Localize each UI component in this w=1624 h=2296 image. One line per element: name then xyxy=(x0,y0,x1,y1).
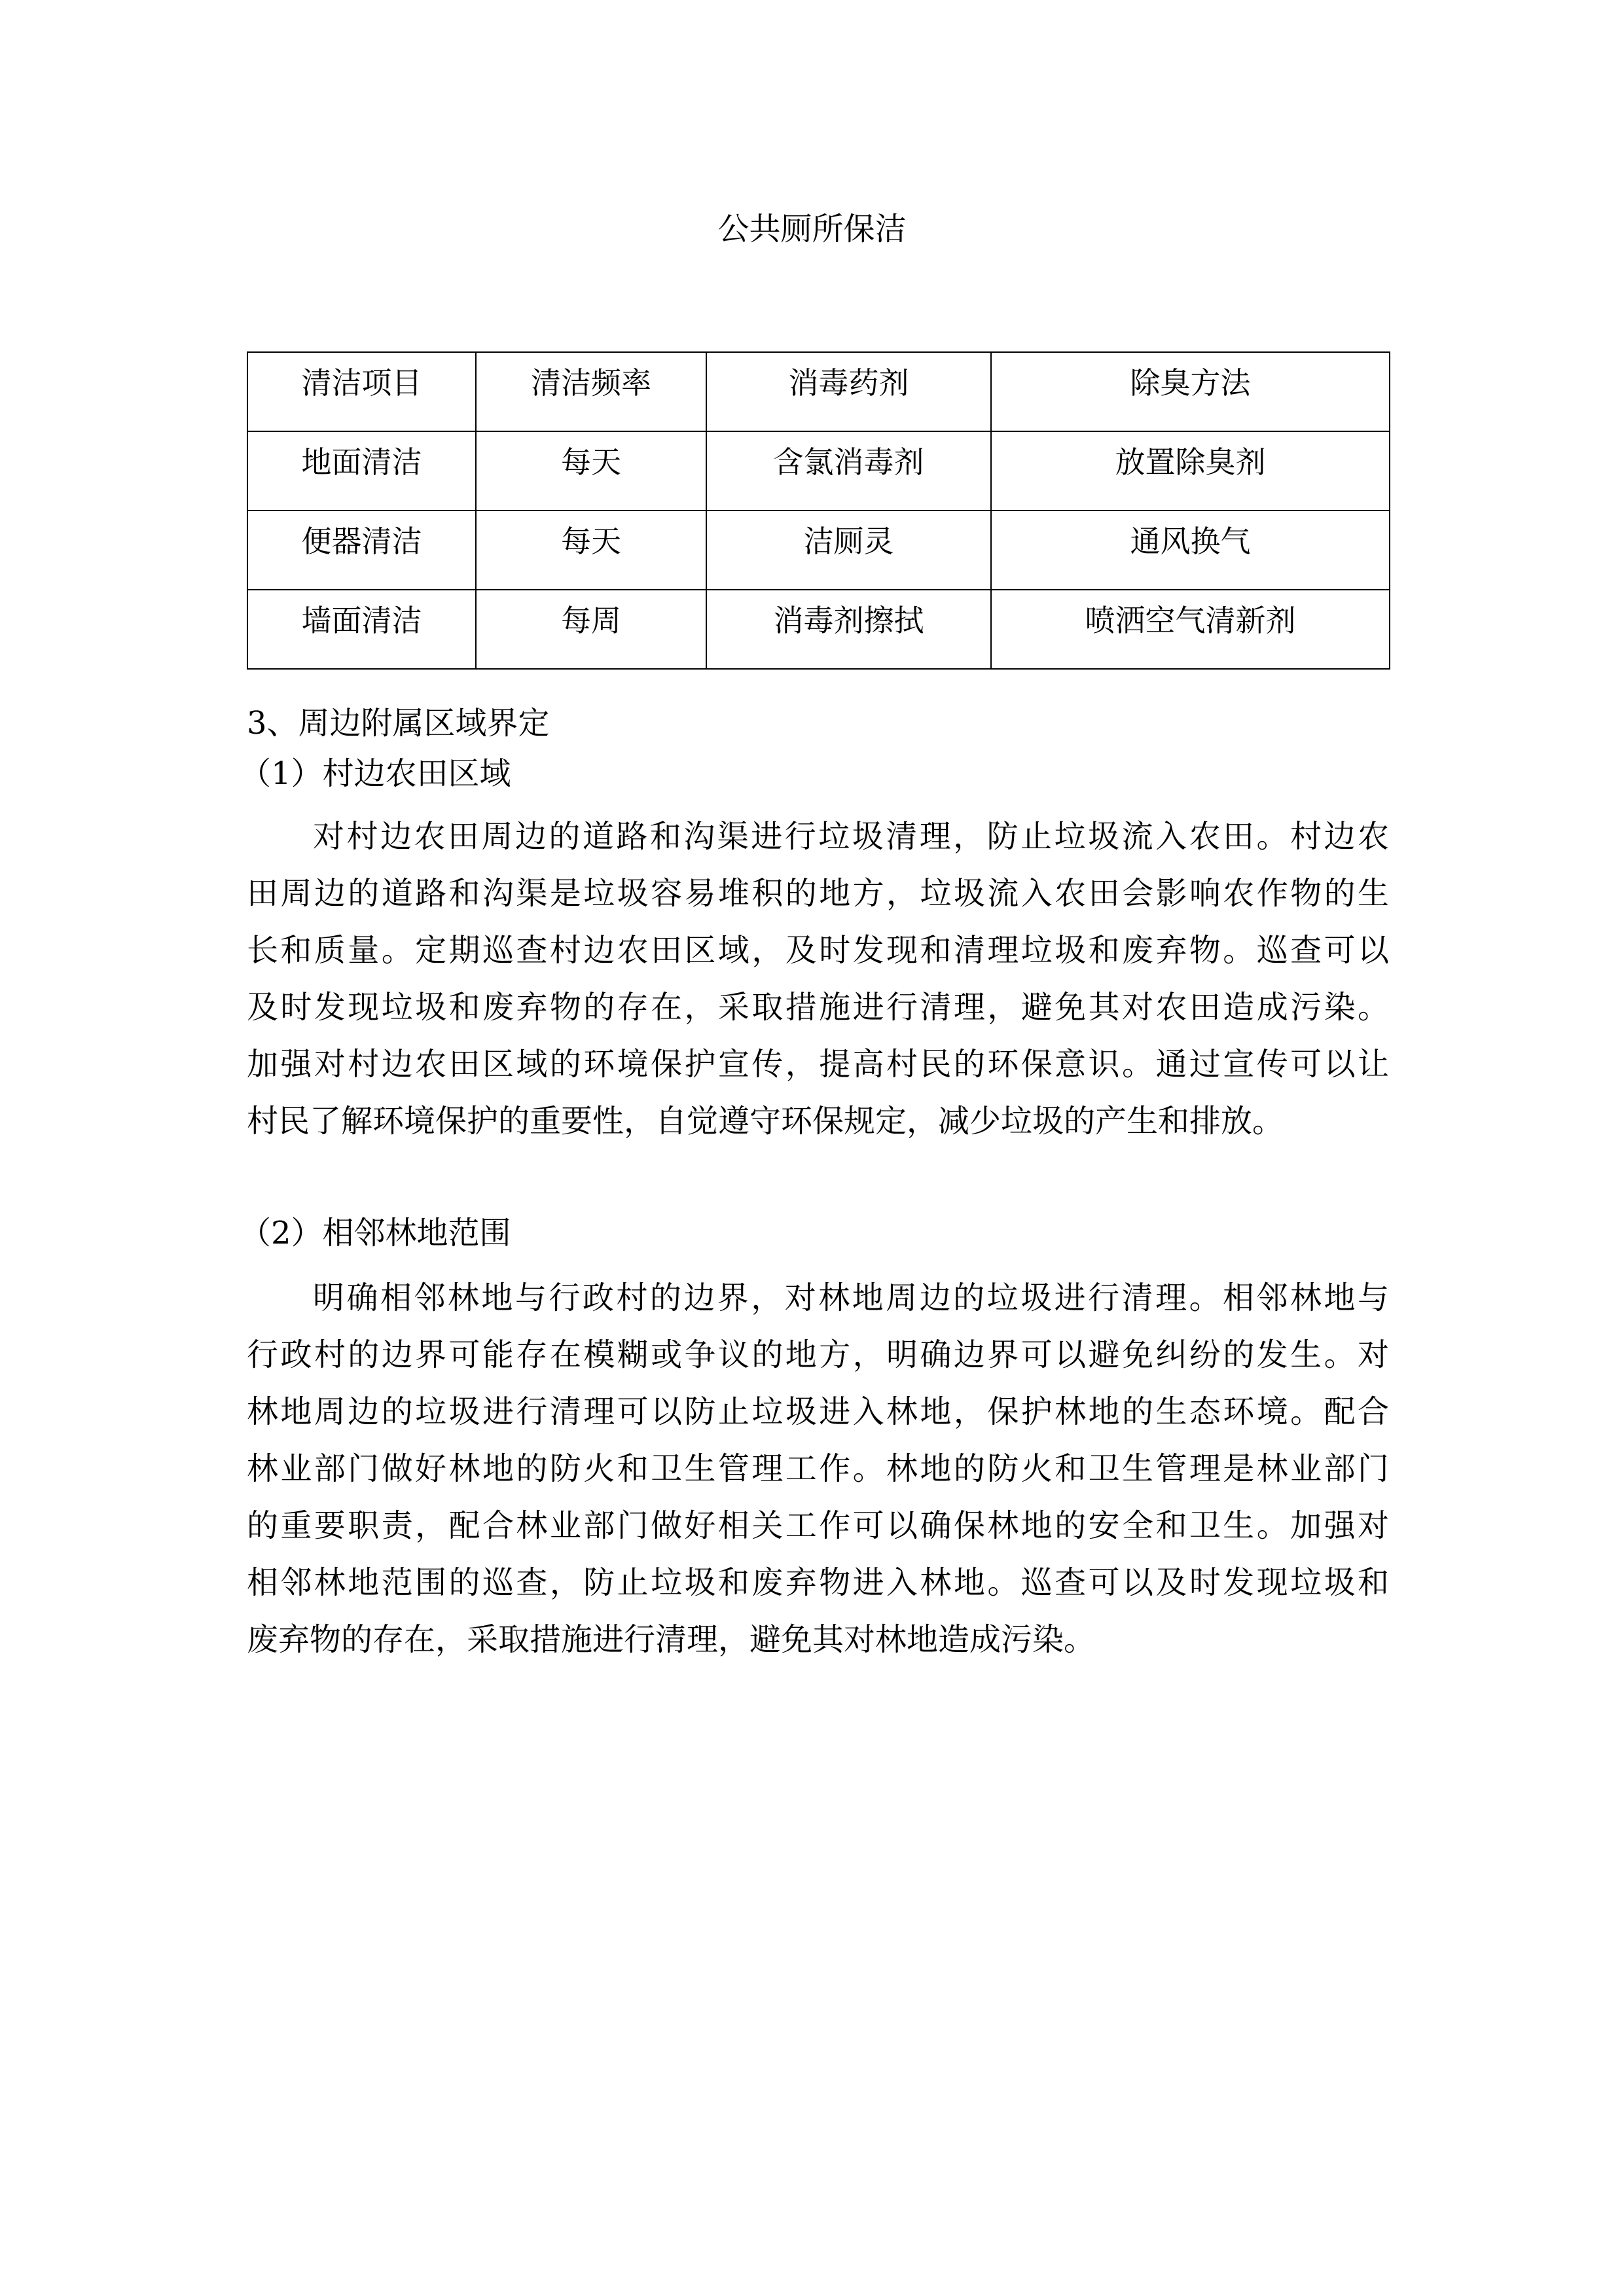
table-cell: 每周 xyxy=(476,590,706,669)
paragraph-line: 对村边农田周边的道路和沟渠进行垃圾清理，防止垃圾流入农田。村边农 xyxy=(313,818,1389,855)
table-cell: 喷洒空气清新剂 xyxy=(991,590,1390,669)
table-cell: 通风换气 xyxy=(991,511,1390,590)
table-cell: 消毒剂擦拭 xyxy=(706,590,991,669)
paragraph-line: 田周边的道路和沟渠是垃圾容易堆积的地方，垃圾流入农田会影响农作物的生 xyxy=(247,875,1389,912)
subsection-heading-1: （1）村边农田区域 xyxy=(240,755,511,792)
cleaning-table xyxy=(247,351,1390,670)
table-cell: 墙面清洁 xyxy=(247,590,476,669)
table-header-cell: 消毒药剂 xyxy=(706,352,991,431)
table-row xyxy=(247,431,1390,511)
table-cell: 地面清洁 xyxy=(247,431,476,511)
paragraph-line: 及时发现垃圾和废弃物的存在，采取措施进行清理，避免其对农田造成污染。 xyxy=(247,989,1389,1026)
table-row xyxy=(247,511,1390,590)
table-cell: 洁厕灵 xyxy=(706,511,991,590)
paragraph-line: 明确相邻林地与行政村的边界，对林地周边的垃圾进行清理。相邻林地与 xyxy=(313,1280,1389,1316)
table-header-cell: 清洁频率 xyxy=(476,352,706,431)
paragraph-line: 相邻林地范围的巡查，防止垃圾和废弃物进入林地。巡查可以及时发现垃圾和 xyxy=(247,1564,1389,1601)
paragraph-line: 加强对村边农田区域的环境保护宣传，提高村民的环保意识。通过宣传可以让 xyxy=(247,1046,1389,1083)
table-cell: 便器清洁 xyxy=(247,511,476,590)
paragraph-line: 林地周边的垃圾进行清理可以防止垃圾进入林地，保护林地的生态环境。配合 xyxy=(247,1393,1389,1430)
table-header-row xyxy=(247,352,1390,431)
document-title: 公共厕所保洁 xyxy=(717,211,907,247)
subsection-heading-2: （2）相邻林地范围 xyxy=(240,1215,511,1251)
paragraph-line: 长和质量。定期巡查村边农田区域，及时发现和清理垃圾和废弃物。巡查可以 xyxy=(247,932,1389,969)
table-cell: 每天 xyxy=(476,511,706,590)
section-heading: 3、周边附属区域界定 xyxy=(247,705,550,742)
table-row xyxy=(247,590,1390,669)
table-cell: 含氯消毒剂 xyxy=(706,431,991,511)
paragraph-line: 废弃物的存在，采取措施进行清理，避免其对林地造成污染。 xyxy=(247,1621,1096,1658)
table-header-cell: 除臭方法 xyxy=(991,352,1390,431)
paragraph-line: 行政村的边界可能存在模糊或争议的地方，明确边界可以避免纠纷的发生。对 xyxy=(247,1336,1389,1373)
table-cell: 放置除臭剂 xyxy=(991,431,1390,511)
paragraph-line: 的重要职责，配合林业部门做好相关工作可以确保林地的安全和卫生。加强对 xyxy=(247,1507,1389,1544)
table-cell: 每天 xyxy=(476,431,706,511)
paragraph-line: 村民了解环境保护的重要性，自觉遵守环保规定，减少垃圾的产生和排放。 xyxy=(247,1103,1284,1139)
paragraph-line: 林业部门做好林地的防火和卫生管理工作。林地的防火和卫生管理是林业部门 xyxy=(247,1450,1389,1487)
table-header-cell: 清洁项目 xyxy=(247,352,476,431)
